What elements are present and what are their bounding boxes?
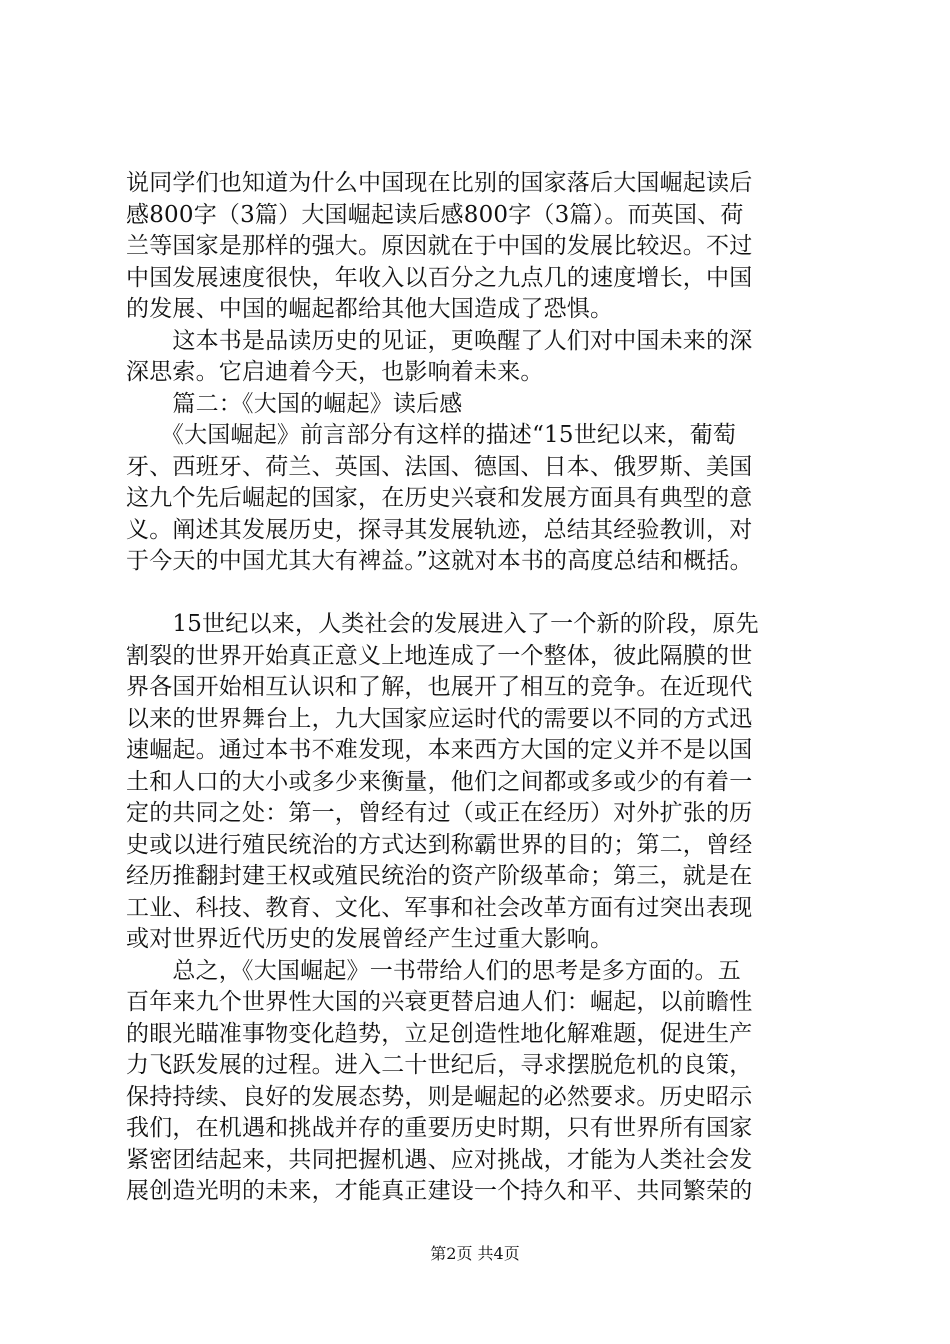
text-line: 保持持续、良好的发展态势，则是崛起的必然要求。历史昭示 (126, 1083, 753, 1110)
text-line: 15世纪以来，人类社会的发展进入了一个新的阶段，原先 (126, 611, 759, 637)
text-line: 这九个先后崛起的国家，在历史兴衰和发展方面具有典型的意 (126, 485, 753, 511)
text-line: 土和人口的大小或多少来衡量，他们之间都或多或少的有着一 (126, 768, 753, 795)
text-line: 割裂的世界开始真正意义上地连成了一个整体，彼此隔膜的世 (126, 642, 753, 669)
text-line: 界各国开始相互认识和了解，也展开了相互的竞争。在近现代 (126, 674, 753, 700)
text-line: 力飞跃发展的过程。进入二十世纪后，寻求摆脱危机的良策， (126, 1052, 753, 1078)
text-line: 义。阐述其发展历史，探寻其发展轨迹，总结其经验教训，对 (126, 516, 753, 543)
text-line: 于今天的中国尤其大有裨益。”这就对本书的高度总结和概括。 (126, 548, 753, 574)
text-line: 或对世界近代历史的发展曾经产生过重大影响。 (126, 926, 614, 952)
text-line: 深思索。它启迪着今天，也影响着未来。 (126, 359, 544, 385)
paragraph-gap (126, 578, 834, 610)
section-heading: 篇二：《大国的崛起》读后感 (126, 390, 463, 417)
text-line: 《大国崛起》前言部分有这样的描述“15世纪以来，葡萄 (126, 422, 737, 448)
text-line: 感800字（3篇）大国崛起读后感800字（3篇）。而英国、荷 (126, 201, 744, 228)
text-line: 这本书是品读历史的见证，更唤醒了人们对中国未来的深 (126, 327, 753, 354)
text-line: 说同学们也知道为什么中国现在比别的国家落后大国崛起读后 (126, 170, 753, 196)
text-line: 百年来九个世界性大国的兴衰更替启迪人们：崛起，以前瞻性 (126, 989, 753, 1015)
text-line: 中国发展速度很快，年收入以百分之九点几的速度增长，中国 (126, 264, 753, 291)
text-line: 史或以进行殖民统治的方式达到称霸世界的目的；第二，曾经 (126, 831, 753, 858)
text-line: 兰等国家是那样的强大。原因就在于中国的发展比较迟。不过 (126, 233, 753, 259)
text-line: 的眼光瞄准事物变化趋势，立足创造性地化解难题，促进生产 (126, 1020, 753, 1047)
text-line: 经历推翻封建王权或殖民统治的资产阶级革命；第三，就是在 (126, 863, 753, 889)
text-line: 牙、西班牙、荷兰、英国、法国、德国、日本、俄罗斯、美国 (126, 453, 753, 480)
text-line: 总之，《大国崛起》一书带给人们的思考是多方面的。五 (126, 957, 741, 984)
text-line: 速崛起。通过本书不难发现，本来西方大国的定义并不是以国 (126, 737, 753, 763)
page-number-footer: 第2页 共4页 (430, 1244, 520, 1263)
text-line: 工业、科技、教育、文化、军事和社会改革方面有过突出表现 (126, 894, 753, 921)
text-line: 以来的世界舞台上，九大国家应运时代的需要以不同的方式迅 (126, 705, 753, 732)
text-line: 我们，在机遇和挑战并存的重要历史时期，只有世界所有国家 (126, 1115, 753, 1141)
text-line: 的发展、中国的崛起都给其他大国造成了恐惧。 (126, 296, 614, 322)
text-line: 定的共同之处：第一，曾经有过（或正在经历）对外扩张的历 (126, 800, 753, 826)
text-line: 紧密团结起来，共同把握机遇、应对挑战，才能为人类社会发 (126, 1146, 753, 1173)
document-body (126, 168, 834, 1208)
text-line: 展创造光明的未来，才能真正建设一个持久和平、共同繁荣的 (126, 1178, 753, 1204)
